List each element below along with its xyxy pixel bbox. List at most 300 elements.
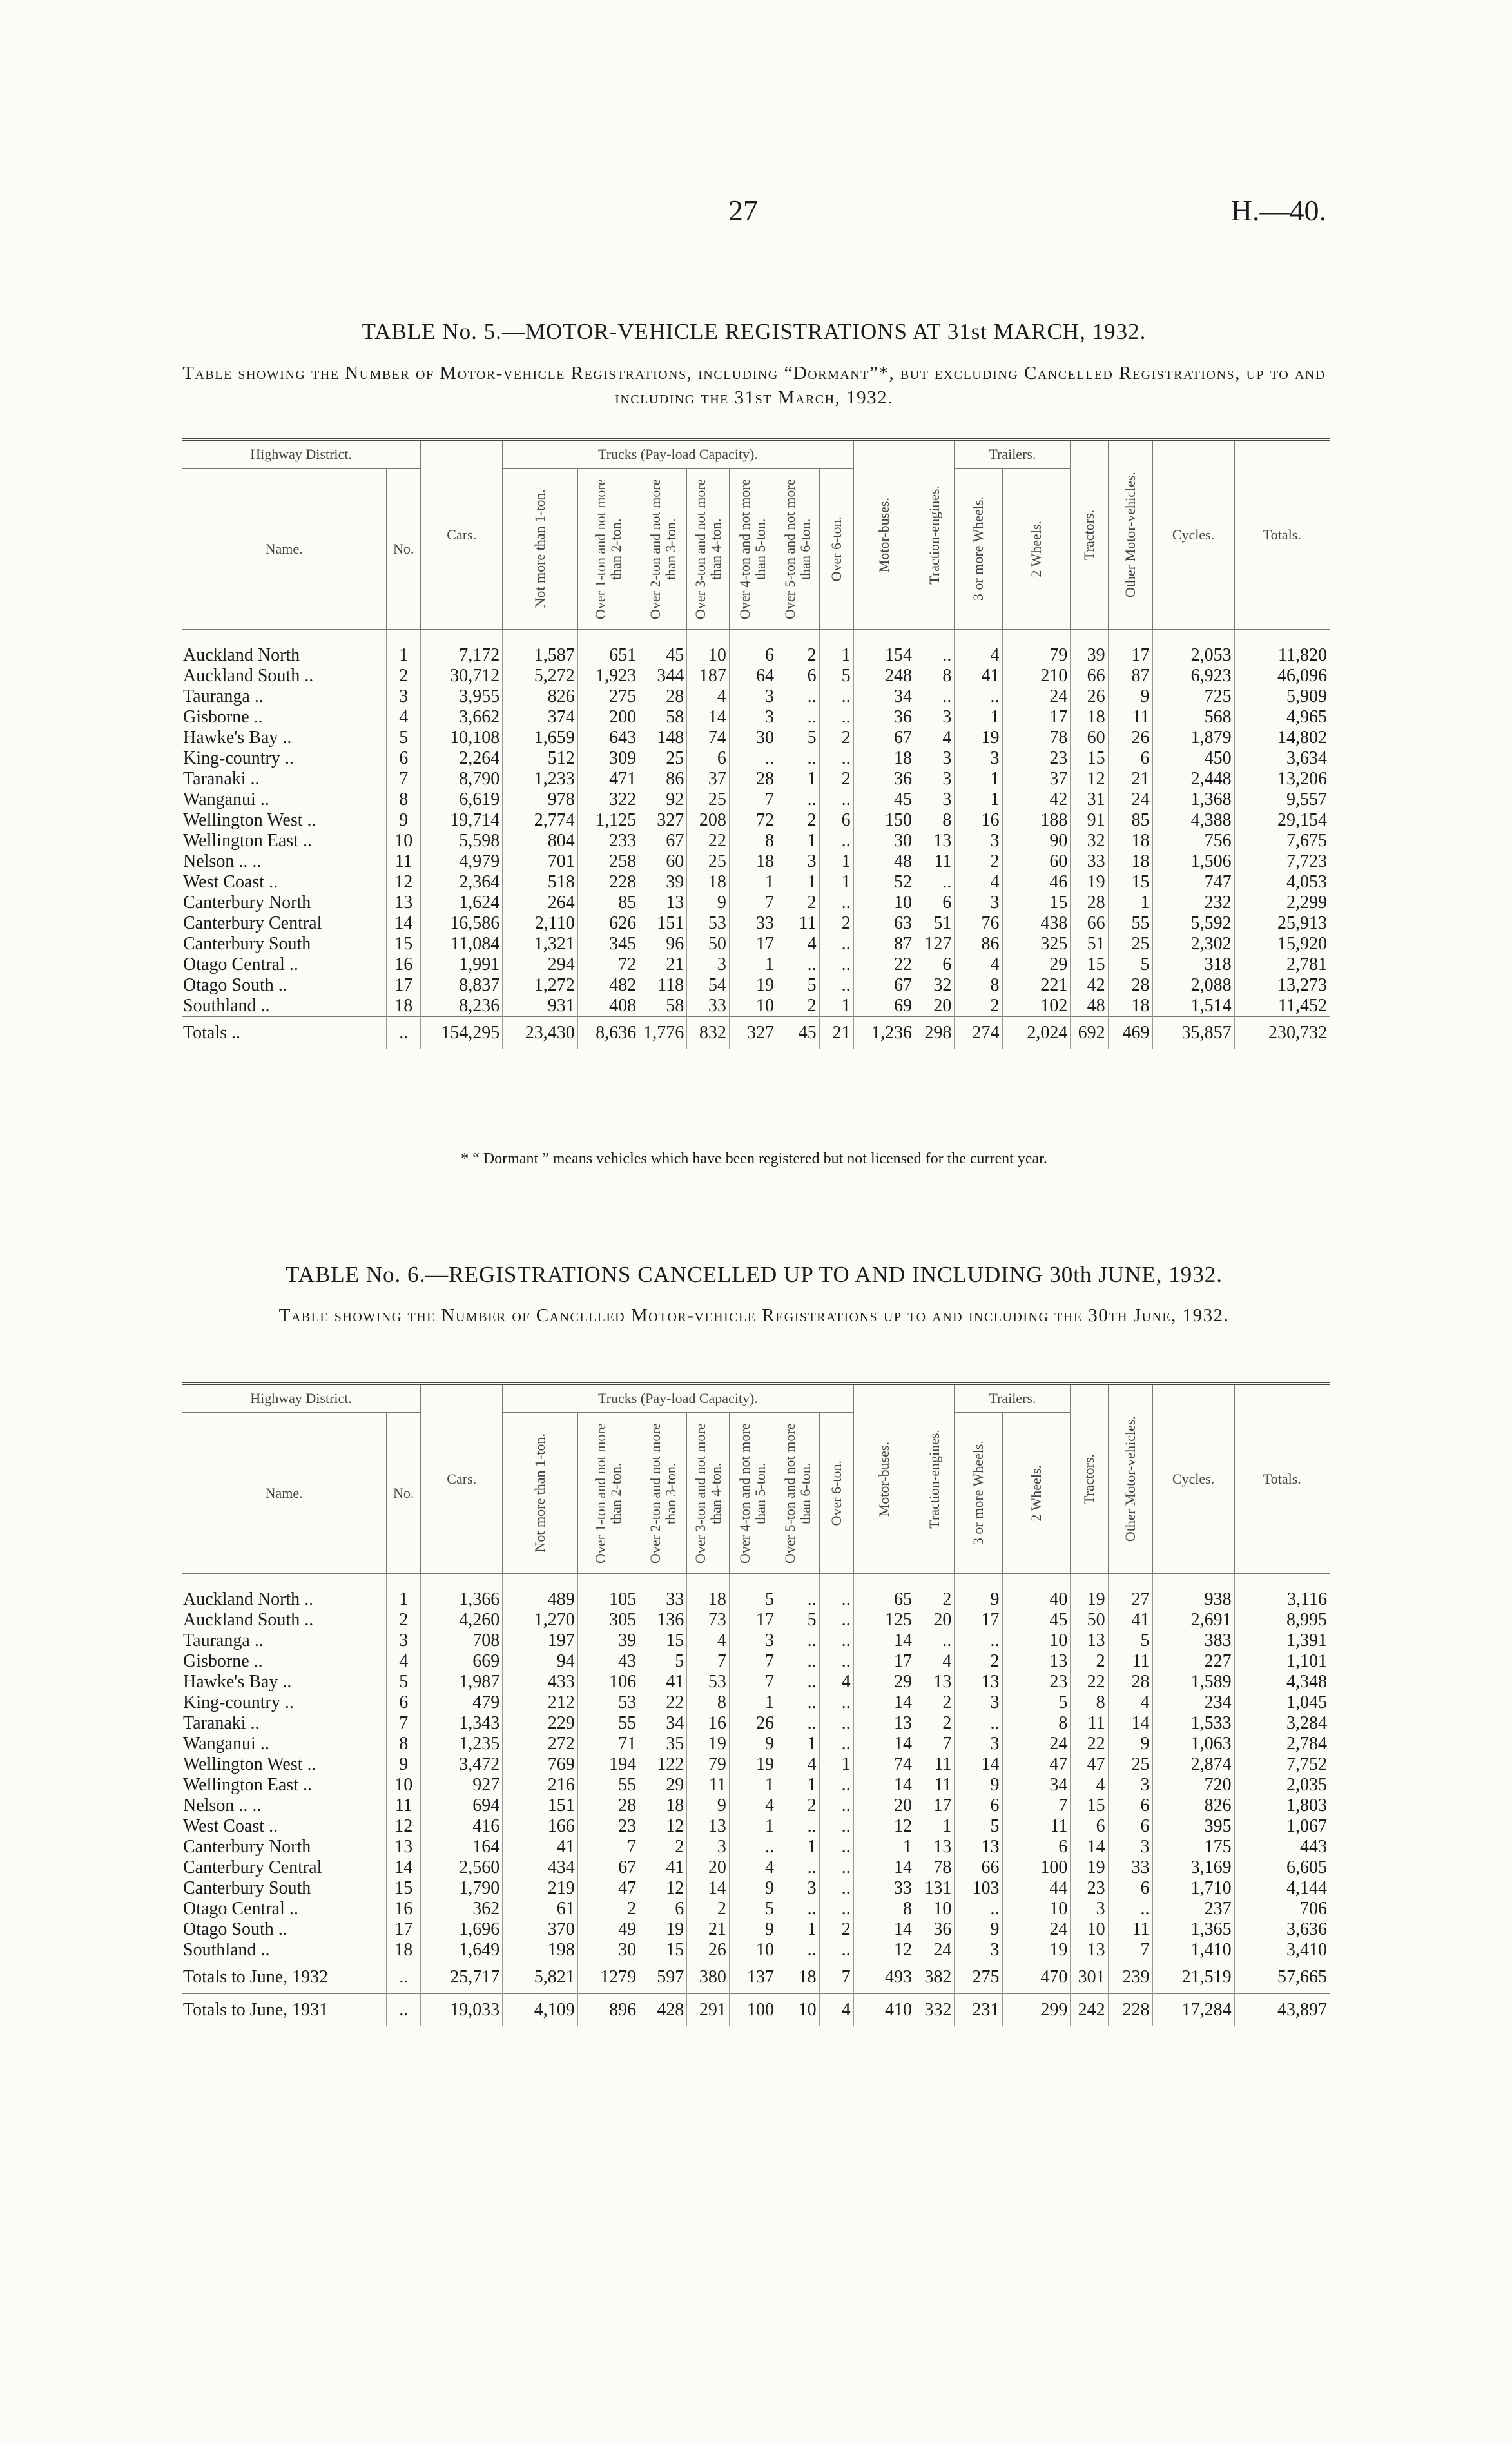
cell-value: 8,636	[577, 1017, 639, 1050]
cell-value: 28	[729, 769, 777, 790]
cell-value: 1	[777, 769, 819, 790]
cell-value: 395	[1152, 1816, 1234, 1837]
cell-value: 52	[853, 872, 915, 893]
cell-value: 1,270	[503, 1610, 578, 1631]
cell-value: 1	[915, 1816, 954, 1837]
cell-value: 18	[1108, 831, 1152, 851]
district-number: 2	[387, 1610, 421, 1631]
cell-value: 234	[1152, 1692, 1234, 1713]
cell-value: ..	[729, 748, 777, 769]
cell-value: 92	[639, 790, 687, 810]
cell-value: 2	[819, 728, 853, 748]
cell-value: 4,965	[1234, 707, 1330, 728]
cell-value: 24	[915, 1940, 954, 1961]
cell-value: 50	[687, 934, 730, 955]
district-number: 2	[387, 666, 421, 686]
cell-value: ..	[819, 1734, 853, 1754]
cell-value: 64	[729, 666, 777, 686]
cell-value: 37	[687, 769, 730, 790]
district-name: King-country ..	[182, 1692, 387, 1713]
cell-value: 3,116	[1234, 1589, 1330, 1610]
cell-value: 7	[729, 1672, 777, 1692]
cell-value: 4,053	[1234, 872, 1330, 893]
cell-value: 2,364	[421, 872, 503, 893]
cell-value: 3,662	[421, 707, 503, 728]
page-number: 27	[728, 194, 758, 227]
district-name: King-country ..	[182, 748, 387, 769]
cell-value: 198	[503, 1940, 578, 1961]
cell-value: 2,774	[503, 810, 578, 831]
district-number: 14	[387, 913, 421, 934]
cell-value: 13	[915, 831, 954, 851]
cell-value: 9	[955, 1775, 1002, 1796]
cell-value: 3	[955, 748, 1002, 769]
cell-value: 17	[729, 1610, 777, 1631]
cell-value: 91	[1071, 810, 1108, 831]
cell-value: 10	[1002, 1631, 1071, 1651]
district-name: Canterbury South	[182, 934, 387, 955]
cell-value: 20	[915, 1610, 954, 1631]
cell-value: ..	[915, 1631, 954, 1651]
table-row	[182, 1775, 1330, 1796]
cell-value: 15	[639, 1940, 687, 1961]
cell-value: 21	[1108, 769, 1152, 790]
cell-value: 35,857	[1152, 1017, 1234, 1050]
cell-value: 747	[1152, 872, 1234, 893]
spacer-cell	[1002, 1574, 1071, 1590]
district-number: 7	[387, 1713, 421, 1734]
cell-value: 7	[577, 1837, 639, 1857]
cell-value: 2,088	[1152, 975, 1234, 996]
cell-value: 76	[955, 913, 1002, 934]
cell-value: ..	[777, 748, 819, 769]
cell-value: 669	[421, 1651, 503, 1672]
cell-value: 275	[577, 686, 639, 707]
cell-value: 3	[777, 851, 819, 872]
cell-value: 242	[1071, 1994, 1108, 2027]
cell-value: 1	[853, 1837, 915, 1857]
cell-value: 1	[729, 1692, 777, 1713]
cell-value: 332	[915, 1994, 954, 2027]
cell-value: 212	[503, 1692, 578, 1713]
cell-value: 8,837	[421, 975, 503, 996]
cell-value: 122	[639, 1754, 687, 1775]
cell-value: 4,144	[1234, 1878, 1330, 1899]
cell-value: 74	[687, 728, 730, 748]
district-name: Hawke's Bay ..	[182, 728, 387, 748]
table-row	[182, 1837, 1330, 1857]
cell-value: 9	[1108, 1734, 1152, 1754]
cell-value: 1	[819, 996, 853, 1017]
table-row	[182, 748, 1330, 769]
cell-value: 3	[955, 1734, 1002, 1754]
table-row	[182, 645, 1330, 666]
truck-class-header: Over 2-ton and not more than 3-ton.	[646, 1422, 679, 1564]
truck-class-header: Over 5-ton and not more than 6-ton.	[782, 1422, 814, 1564]
no-header: No.	[387, 1413, 421, 1574]
district-name: West Coast ..	[182, 1816, 387, 1837]
district-number: 14	[387, 1857, 421, 1878]
district-name: Gisborne ..	[182, 1651, 387, 1672]
cell-value: ..	[777, 1672, 819, 1692]
cell-value: 19	[639, 1919, 687, 1940]
cell-value: 4	[955, 645, 1002, 666]
cell-value: 14	[853, 1692, 915, 1713]
cell-value: 61	[503, 1899, 578, 1919]
cell-value: ..	[915, 686, 954, 707]
cell-value: 826	[1152, 1796, 1234, 1816]
cell-value: 927	[421, 1775, 503, 1796]
cell-value: 18	[1071, 707, 1108, 728]
cell-value: 3,284	[1234, 1713, 1330, 1734]
cell-value: 34	[639, 1713, 687, 1734]
cell-value: 651	[577, 645, 639, 666]
cell-value: 4,109	[503, 1994, 578, 2027]
cell-value: 2,035	[1234, 1775, 1330, 1796]
table-row	[182, 913, 1330, 934]
cell-value: 512	[503, 748, 578, 769]
cell-value: ..	[819, 1692, 853, 1713]
cell-value: 2	[777, 996, 819, 1017]
table-row	[182, 1878, 1330, 1899]
table-row	[182, 893, 1330, 913]
cell-value: 12	[853, 1940, 915, 1961]
cell-value: 34	[1002, 1775, 1071, 1796]
trailers-group-header: Trailers.	[955, 1384, 1071, 1413]
name-header: Name.	[182, 1413, 387, 1574]
cell-value: 1,067	[1234, 1816, 1330, 1837]
cell-value: 175	[1152, 1837, 1234, 1857]
cell-value: 13	[955, 1837, 1002, 1857]
cell-value: 237	[1152, 1899, 1234, 1919]
cell-value: 3	[687, 1837, 730, 1857]
cell-value: 4	[915, 728, 954, 748]
cell-value: 1,514	[1152, 996, 1234, 1017]
cell-value: 154,295	[421, 1017, 503, 1050]
cell-value: 19	[955, 728, 1002, 748]
cell-value: ..	[777, 1940, 819, 1961]
cell-value: 370	[503, 1919, 578, 1940]
cell-value: 22	[853, 955, 915, 975]
table-row	[182, 1713, 1330, 1734]
district-number: 4	[387, 1651, 421, 1672]
table-row	[182, 1589, 1330, 1610]
cell-value: 8	[915, 666, 954, 686]
cell-value: 2,448	[1152, 769, 1234, 790]
spacer-cell	[687, 630, 730, 646]
cell-value: 9	[955, 1919, 1002, 1940]
cell-value: 21	[687, 1919, 730, 1940]
cell-value: 706	[1234, 1899, 1330, 1919]
district-number: 17	[387, 975, 421, 996]
cell-value: 1	[955, 769, 1002, 790]
cell-value: 15	[1108, 872, 1152, 893]
cell-value: 15	[1071, 955, 1108, 975]
spacer-cell	[1108, 1574, 1152, 1590]
cell-value: 6,923	[1152, 666, 1234, 686]
district-number: 3	[387, 686, 421, 707]
cell-value: 34	[853, 686, 915, 707]
trailer-class-header: 2 Wheels.	[1027, 1464, 1044, 1522]
motor-buses-header: Motor-buses.	[875, 1441, 892, 1517]
cell-value: 322	[577, 790, 639, 810]
cell-value: 67	[853, 728, 915, 748]
spacer-cell	[503, 630, 578, 646]
district-number: 5	[387, 1672, 421, 1692]
district-number: 11	[387, 1796, 421, 1816]
cell-value: 4,348	[1234, 1672, 1330, 1692]
cell-value: ..	[729, 1837, 777, 1857]
cell-value: ..	[819, 790, 853, 810]
cell-value: 131	[915, 1878, 954, 1899]
cell-value: 51	[915, 913, 954, 934]
cell-value: 14	[955, 1754, 1002, 1775]
cell-value: 434	[503, 1857, 578, 1878]
motor-buses-header: Motor-buses.	[875, 497, 892, 573]
cell-value: 309	[577, 748, 639, 769]
cell-value: 9	[1108, 686, 1152, 707]
cell-value: 1,233	[503, 769, 578, 790]
cell-value: 79	[1002, 645, 1071, 666]
cell-value: 6	[639, 1899, 687, 1919]
cell-value: 1,587	[503, 645, 578, 666]
name-header: Name.	[182, 469, 387, 630]
cell-value: 221	[1002, 975, 1071, 996]
spacer-cell	[915, 630, 954, 646]
cell-value: 248	[853, 666, 915, 686]
table-row	[182, 831, 1330, 851]
cell-value: 25,913	[1234, 913, 1330, 934]
cell-value: 345	[577, 934, 639, 955]
cell-value: 2,560	[421, 1857, 503, 1878]
cell-value: 1,879	[1152, 728, 1234, 748]
cell-value: 325	[1002, 934, 1071, 955]
cell-value: 14	[687, 707, 730, 728]
cell-value: 23	[1002, 1672, 1071, 1692]
cell-value: 4	[729, 1857, 777, 1878]
district-name: Wanganui ..	[182, 790, 387, 810]
cell-value: ..	[1108, 1899, 1152, 1919]
table-row	[182, 686, 1330, 707]
cell-value: 1,101	[1234, 1651, 1330, 1672]
district-name: Otago Central ..	[182, 955, 387, 975]
cell-value: 151	[503, 1796, 578, 1816]
cell-value: 87	[1108, 666, 1152, 686]
cell-value: 6	[1108, 748, 1152, 769]
cell-value: ..	[955, 1899, 1002, 1919]
cell-value: 100	[729, 1994, 777, 2027]
cell-value: 11	[915, 1775, 954, 1796]
district-name: Totals to June, 1931	[182, 1994, 387, 2027]
cell-value: 18	[1108, 996, 1152, 1017]
cell-value: 8	[1071, 1692, 1108, 1713]
cell-value: 18	[777, 1961, 819, 1994]
cell-value: 18	[1108, 851, 1152, 872]
cell-value: 3	[915, 769, 954, 790]
cell-value: 7	[915, 1734, 954, 1754]
paper-reference: H.—40.	[1230, 194, 1326, 227]
cell-value: 1	[955, 790, 1002, 810]
cell-value: 1	[729, 1775, 777, 1796]
cell-value: 19	[729, 975, 777, 996]
cell-value: 42	[1071, 975, 1108, 996]
cell-value: 5,272	[503, 666, 578, 686]
district-name: Otago Central ..	[182, 1899, 387, 1919]
spacer-cell	[729, 1574, 777, 1590]
district-name: Canterbury Central	[182, 913, 387, 934]
highway-district-header: Highway District.	[182, 1384, 421, 1413]
district-name: Tauranga ..	[182, 686, 387, 707]
spacer-cell	[1071, 1574, 1108, 1590]
trucks-group-header: Trucks (Pay-load Capacity).	[503, 1384, 853, 1413]
cell-value: ..	[955, 686, 1002, 707]
cell-value: 12	[639, 1816, 687, 1837]
cell-value: 4	[687, 686, 730, 707]
cell-value: ..	[955, 1631, 1002, 1651]
cell-value: 148	[639, 728, 687, 748]
table-row	[182, 1857, 1330, 1878]
cell-value: 4	[777, 1754, 819, 1775]
cell-value: 45	[1002, 1610, 1071, 1631]
cell-value: 233	[577, 831, 639, 851]
cell-value: 3,636	[1234, 1919, 1330, 1940]
cell-value: 10	[777, 1994, 819, 2027]
cell-value: 200	[577, 707, 639, 728]
cell-value: 8,995	[1234, 1610, 1330, 1631]
table-row	[182, 872, 1330, 893]
district-name: Nelson .. ..	[182, 1796, 387, 1816]
cell-value: 3	[955, 893, 1002, 913]
cell-value: 42	[1002, 790, 1071, 810]
cell-value: 5	[1002, 1692, 1071, 1713]
cell-value: 50	[1071, 1610, 1108, 1631]
cell-value: 2	[955, 1651, 1002, 1672]
cell-value: 154	[853, 645, 915, 666]
cell-value: 74	[853, 1754, 915, 1775]
cell-value: 13	[639, 893, 687, 913]
cell-value: 1	[777, 1734, 819, 1754]
cell-value: 151	[639, 913, 687, 934]
district-name: Taranaki ..	[182, 1713, 387, 1734]
cell-value: 7	[1108, 1940, 1152, 1961]
cell-value: 274	[955, 1017, 1002, 1050]
cell-value: ..	[777, 790, 819, 810]
cell-value: 9	[729, 1734, 777, 1754]
cell-value: 12	[639, 1878, 687, 1899]
spacer-cell	[1152, 1574, 1234, 1590]
cell-value: 60	[1002, 851, 1071, 872]
cell-value: ..	[819, 1610, 853, 1631]
cell-value: ..	[819, 934, 853, 955]
cell-value: 22	[639, 1692, 687, 1713]
cell-value: 272	[503, 1734, 578, 1754]
cell-value: 4	[777, 934, 819, 955]
cell-value: 3	[1108, 1775, 1152, 1796]
cell-value: 9	[687, 1796, 730, 1816]
spacer-cell	[819, 630, 853, 646]
table-row	[182, 934, 1330, 955]
cell-value: 13	[915, 1837, 954, 1857]
trailer-class-header: 2 Wheels.	[1027, 520, 1044, 577]
spacer-cell	[729, 630, 777, 646]
cell-value: 10	[687, 645, 730, 666]
cell-value: 55	[577, 1775, 639, 1796]
spacer-cell	[421, 1574, 503, 1590]
cell-value: 11	[777, 913, 819, 934]
table-row	[182, 1940, 1330, 1961]
cell-value: 6	[1002, 1837, 1071, 1857]
cell-value: 1,343	[421, 1713, 503, 1734]
cell-value: 66	[1071, 913, 1108, 934]
cell-value: 67	[639, 831, 687, 851]
district-number: 3	[387, 1631, 421, 1651]
cell-value: 11	[1071, 1713, 1108, 1734]
cell-value: 1,790	[421, 1878, 503, 1899]
cell-value: 4,979	[421, 851, 503, 872]
district-number: ..	[387, 1017, 421, 1050]
cell-value: ..	[819, 1713, 853, 1734]
cell-value: 28	[639, 686, 687, 707]
cell-value: 11	[687, 1775, 730, 1796]
cell-value: 28	[1071, 893, 1108, 913]
cell-value: 26	[1108, 728, 1152, 748]
district-number: 9	[387, 1754, 421, 1775]
cell-value: 978	[503, 790, 578, 810]
cell-value: 127	[915, 934, 954, 955]
cell-value: 39	[1071, 645, 1108, 666]
cell-value: 96	[639, 934, 687, 955]
cell-value: 11	[915, 851, 954, 872]
cell-value: 1,649	[421, 1940, 503, 1961]
cell-value: 443	[1234, 1837, 1330, 1857]
cell-value: 2	[955, 851, 1002, 872]
cell-value: 2	[577, 1899, 639, 1919]
cell-value: 327	[639, 810, 687, 831]
spacer-cell	[955, 630, 1002, 646]
cell-value: 2	[777, 810, 819, 831]
cell-value: 46,096	[1234, 666, 1330, 686]
cell-value: 13	[1002, 1651, 1071, 1672]
cell-value: 9	[729, 1919, 777, 1940]
cell-value: 9	[687, 893, 730, 913]
district-name: Canterbury North	[182, 1837, 387, 1857]
cell-value: 20	[915, 996, 954, 1017]
table-row	[182, 810, 1330, 831]
cell-value: 410	[853, 1994, 915, 2027]
district-name: Wellington East ..	[182, 1775, 387, 1796]
cell-value: 1,776	[639, 1017, 687, 1050]
cell-value: 19,033	[421, 1994, 503, 2027]
cell-value: 1	[777, 1919, 819, 1940]
cell-value: 518	[503, 872, 578, 893]
cell-value: 701	[503, 851, 578, 872]
cell-value: 6	[1108, 1796, 1152, 1816]
cell-value: 1	[777, 872, 819, 893]
cell-value: 17	[915, 1796, 954, 1816]
cell-value: 13	[687, 1816, 730, 1837]
cell-value: 57,665	[1234, 1961, 1330, 1994]
cell-value: 382	[915, 1961, 954, 1994]
district-name: Southland ..	[182, 1940, 387, 1961]
cell-value: 1	[729, 955, 777, 975]
cell-value: 1,624	[421, 893, 503, 913]
cell-value: 53	[687, 1672, 730, 1692]
spacer-cell	[421, 630, 503, 646]
cell-value: 1,045	[1234, 1692, 1330, 1713]
spacer-cell	[387, 1574, 421, 1590]
cell-value: 2,053	[1152, 645, 1234, 666]
cell-value: 1,923	[577, 666, 639, 686]
